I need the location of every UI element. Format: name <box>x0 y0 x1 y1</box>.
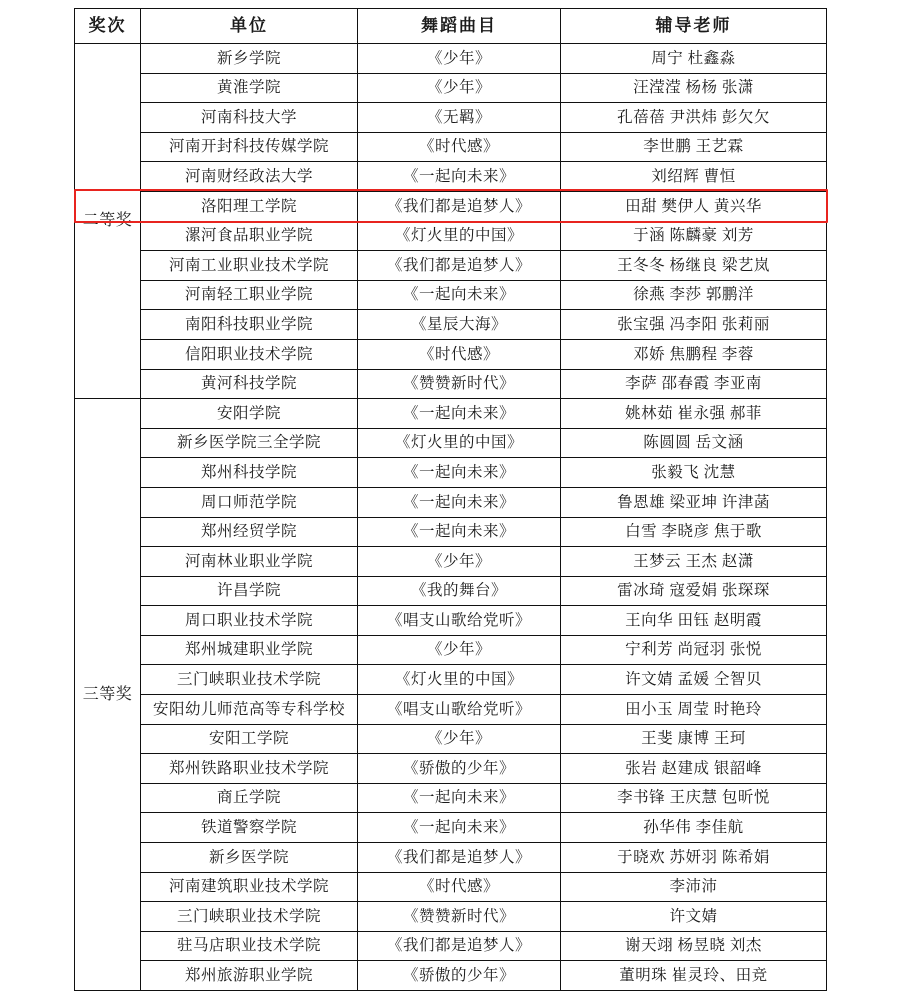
song-cell: 《时代感》 <box>358 339 561 369</box>
teachers-cell: 王斐 康博 王珂 <box>561 724 827 754</box>
teachers-cell: 张毅飞 沈慧 <box>561 458 827 488</box>
song-cell: 《少年》 <box>358 724 561 754</box>
teachers-cell: 宁利芳 尚冠羽 张悦 <box>561 635 827 665</box>
table-row <box>75 783 827 813</box>
table-row <box>75 369 827 399</box>
song-cell: 《少年》 <box>358 73 561 103</box>
teachers-cell: 邓娇 焦鹏程 李蓉 <box>561 339 827 369</box>
song-cell: 《一起向未来》 <box>358 783 561 813</box>
song-cell: 《星辰大海》 <box>358 310 561 340</box>
song-cell: 《无羁》 <box>358 103 561 133</box>
teachers-cell: 姚林茹 崔永强 郝菲 <box>561 399 827 429</box>
unit-cell: 新乡学院 <box>141 44 358 74</box>
award-results-table <box>74 8 827 991</box>
award-level-cell: 三等奖 <box>75 399 141 991</box>
unit-cell: 信阳职业技术学院 <box>141 339 358 369</box>
unit-cell: 驻马店职业技术学院 <box>141 931 358 961</box>
table-row <box>75 191 827 221</box>
unit-cell: 河南建筑职业技术学院 <box>141 872 358 902</box>
table-body <box>75 44 827 991</box>
unit-cell: 周口职业技术学院 <box>141 606 358 636</box>
unit-cell: 安阳幼儿师范高等专科学校 <box>141 695 358 725</box>
unit-cell: 周口师范学院 <box>141 487 358 517</box>
table-row <box>75 44 827 74</box>
table-row <box>75 458 827 488</box>
table-row <box>75 310 827 340</box>
table-row <box>75 73 827 103</box>
song-cell: 《唱支山歌给党听》 <box>358 606 561 636</box>
award-level-cell: 二等奖 <box>75 44 141 399</box>
table-row <box>75 339 827 369</box>
teachers-cell: 谢天翊 杨昱晓 刘杰 <box>561 931 827 961</box>
song-cell: 《一起向未来》 <box>358 813 561 843</box>
song-cell: 《我们都是追梦人》 <box>358 931 561 961</box>
teachers-cell: 徐燕 李莎 郭鹏洋 <box>561 280 827 310</box>
teachers-cell: 王向华 田钰 赵明霞 <box>561 606 827 636</box>
table-row <box>75 221 827 251</box>
teachers-cell: 王冬冬 杨继良 梁艺岚 <box>561 251 827 281</box>
song-cell: 《少年》 <box>358 44 561 74</box>
song-cell: 《时代感》 <box>358 872 561 902</box>
table-row <box>75 961 827 991</box>
song-cell: 《灯火里的中国》 <box>358 428 561 458</box>
unit-cell: 黄河科技学院 <box>141 369 358 399</box>
table-row <box>75 162 827 192</box>
table-row <box>75 635 827 665</box>
teachers-cell: 董明珠 崔灵玲、田竞 <box>561 961 827 991</box>
teachers-cell: 于涵 陈麟豪 刘芳 <box>561 221 827 251</box>
teachers-cell: 于晓欢 苏妍羽 陈希娟 <box>561 843 827 873</box>
unit-cell: 南阳科技职业学院 <box>141 310 358 340</box>
table-row <box>75 695 827 725</box>
teachers-cell: 田甜 樊伊人 黄兴华 <box>561 191 827 221</box>
teachers-cell: 张岩 赵建成 银韶峰 <box>561 754 827 784</box>
table-row <box>75 931 827 961</box>
unit-cell: 郑州旅游职业学院 <box>141 961 358 991</box>
unit-cell: 新乡医学院 <box>141 843 358 873</box>
unit-cell: 河南林业职业学院 <box>141 547 358 577</box>
song-cell: 《灯火里的中国》 <box>358 665 561 695</box>
unit-cell: 郑州城建职业学院 <box>141 635 358 665</box>
table-row <box>75 576 827 606</box>
song-cell: 《赞赞新时代》 <box>358 369 561 399</box>
teachers-cell: 李书锋 王庆慧 包昕悦 <box>561 783 827 813</box>
song-cell: 《我的舞台》 <box>358 576 561 606</box>
table-row <box>75 428 827 458</box>
unit-cell: 郑州科技学院 <box>141 458 358 488</box>
song-cell: 《赞赞新时代》 <box>358 902 561 932</box>
table-row <box>75 872 827 902</box>
teachers-cell: 李萨 邵春霞 李亚南 <box>561 369 827 399</box>
unit-cell: 河南财经政法大学 <box>141 162 358 192</box>
teachers-cell: 白雪 李晓彦 焦于歌 <box>561 517 827 547</box>
unit-cell: 河南科技大学 <box>141 103 358 133</box>
unit-cell: 洛阳理工学院 <box>141 191 358 221</box>
unit-cell: 铁道警察学院 <box>141 813 358 843</box>
table-header <box>75 9 827 44</box>
column-header-award: 奖次 <box>75 9 141 44</box>
table-row <box>75 517 827 547</box>
teachers-cell: 雷冰琦 寇爱娟 张琛琛 <box>561 576 827 606</box>
song-cell: 《一起向未来》 <box>358 517 561 547</box>
song-cell: 《一起向未来》 <box>358 399 561 429</box>
song-cell: 《我们都是追梦人》 <box>358 843 561 873</box>
teachers-cell: 鲁恩雄 梁亚坤 许津菡 <box>561 487 827 517</box>
song-cell: 《时代感》 <box>358 132 561 162</box>
unit-cell: 黄淮学院 <box>141 73 358 103</box>
teachers-cell: 许文婧 <box>561 902 827 932</box>
table-row <box>75 606 827 636</box>
table-row <box>75 843 827 873</box>
teachers-cell: 刘绍辉 曹恒 <box>561 162 827 192</box>
song-cell: 《一起向未来》 <box>358 162 561 192</box>
song-cell: 《骄傲的少年》 <box>358 961 561 991</box>
teachers-cell: 陈圆圆 岳文涵 <box>561 428 827 458</box>
column-header-song: 舞蹈曲目 <box>358 9 561 44</box>
teachers-cell: 李世鹏 王艺霖 <box>561 132 827 162</box>
unit-cell: 许昌学院 <box>141 576 358 606</box>
unit-cell: 郑州经贸学院 <box>141 517 358 547</box>
teachers-cell: 孙华伟 李佳航 <box>561 813 827 843</box>
table-header-row <box>75 9 827 44</box>
song-cell: 《一起向未来》 <box>358 280 561 310</box>
song-cell: 《骄傲的少年》 <box>358 754 561 784</box>
unit-cell: 商丘学院 <box>141 783 358 813</box>
unit-cell: 郑州铁路职业技术学院 <box>141 754 358 784</box>
teachers-cell: 李沛沛 <box>561 872 827 902</box>
unit-cell: 河南工业职业技术学院 <box>141 251 358 281</box>
song-cell: 《少年》 <box>358 635 561 665</box>
song-cell: 《灯火里的中国》 <box>358 221 561 251</box>
teachers-cell: 许文婧 孟媛 仝智贝 <box>561 665 827 695</box>
unit-cell: 漯河食品职业学院 <box>141 221 358 251</box>
unit-cell: 三门峡职业技术学院 <box>141 665 358 695</box>
teachers-cell: 孔蓓蓓 尹洪炜 彭欠欠 <box>561 103 827 133</box>
song-cell: 《一起向未来》 <box>358 458 561 488</box>
table-row <box>75 280 827 310</box>
unit-cell: 安阳工学院 <box>141 724 358 754</box>
unit-cell: 新乡医学院三全学院 <box>141 428 358 458</box>
song-cell: 《唱支山歌给党听》 <box>358 695 561 725</box>
table-row <box>75 665 827 695</box>
table-row <box>75 902 827 932</box>
teachers-cell: 汪滢滢 杨杨 张潇 <box>561 73 827 103</box>
table-row <box>75 724 827 754</box>
table-row <box>75 132 827 162</box>
table-row <box>75 399 827 429</box>
table-row <box>75 103 827 133</box>
teachers-cell: 王梦云 王杰 赵潇 <box>561 547 827 577</box>
unit-cell: 三门峡职业技术学院 <box>141 902 358 932</box>
teachers-cell: 周宁 杜鑫淼 <box>561 44 827 74</box>
teachers-cell: 田小玉 周莹 时艳玲 <box>561 695 827 725</box>
song-cell: 《我们都是追梦人》 <box>358 191 561 221</box>
song-cell: 《少年》 <box>358 547 561 577</box>
unit-cell: 河南开封科技传媒学院 <box>141 132 358 162</box>
column-header-unit: 单位 <box>141 9 358 44</box>
table-row <box>75 813 827 843</box>
unit-cell: 河南轻工职业学院 <box>141 280 358 310</box>
table-row <box>75 547 827 577</box>
table-row <box>75 251 827 281</box>
column-header-teachers: 辅导老师 <box>561 9 827 44</box>
song-cell: 《一起向未来》 <box>358 487 561 517</box>
table-row <box>75 754 827 784</box>
song-cell: 《我们都是追梦人》 <box>358 251 561 281</box>
table-row <box>75 487 827 517</box>
unit-cell: 安阳学院 <box>141 399 358 429</box>
teachers-cell: 张宝强 冯李阳 张莉丽 <box>561 310 827 340</box>
